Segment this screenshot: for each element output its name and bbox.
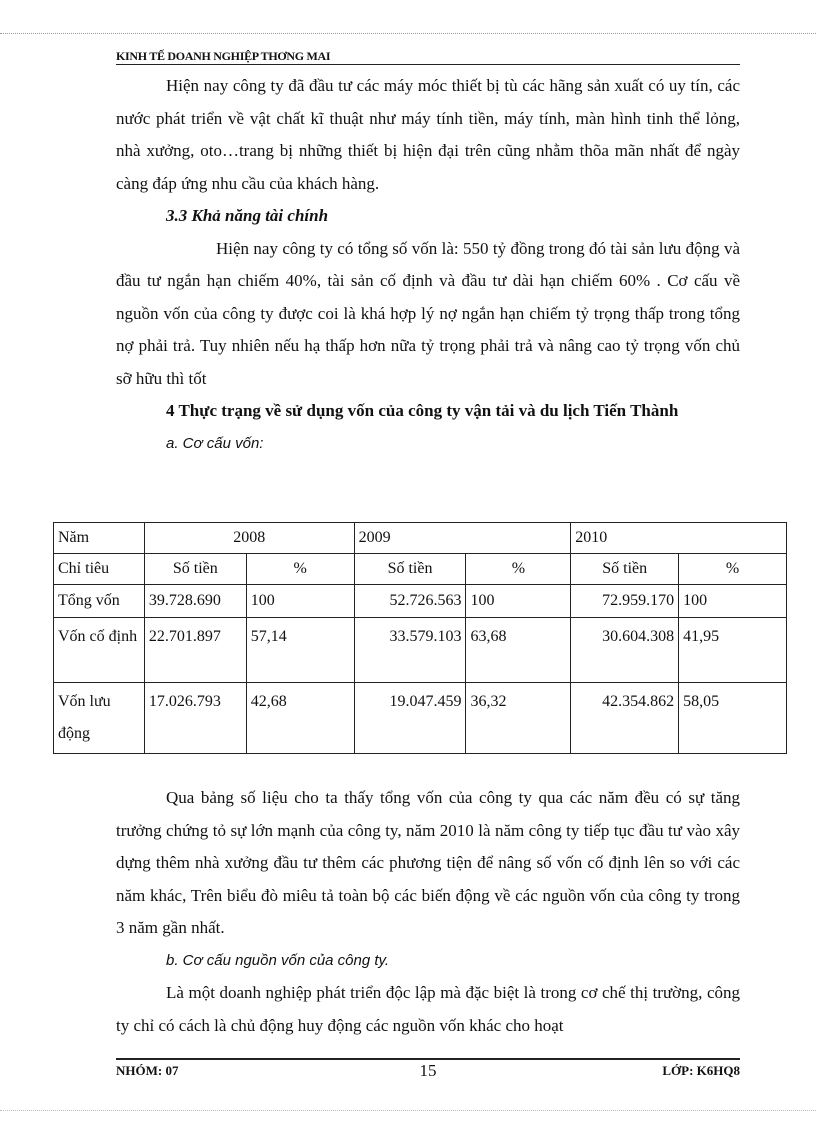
table-cell: 57,14 [246, 618, 354, 683]
subsection-b-heading: b. Cơ cấu nguồn vốn của công ty. [166, 951, 390, 969]
year-label-cell: Năm [54, 523, 145, 554]
table-cell: 17.026.793 [144, 683, 246, 754]
table-cell: 100 [679, 585, 787, 618]
capital-structure-table [53, 522, 787, 754]
table-row [54, 683, 787, 754]
page-header: KINH TẾ DOANH NGHIỆP THƠNG MAI [116, 48, 740, 65]
year-cell: 2010 [571, 523, 787, 554]
table-row [54, 523, 787, 554]
page-number: 15 [419, 1061, 437, 1080]
table-cell: 52.726.563 [354, 585, 466, 618]
table-cell: 30.604.308 [571, 618, 679, 683]
table-cell: 58,05 [679, 683, 787, 754]
column-header: Số tiền [571, 554, 679, 585]
intro-paragraph: Hiện nay công ty đã đầu tư các máy móc thiết bị tù các hãng sản xuất có uy tín, các nước phát triển về vật chất kĩ thuật như máy tính tiền, máy tính, màn hình tinh thể lỏng, nhà xưởng, oto…trang bị những thiết bị hiện đại trên cũng nhằm thõa mãn nhất để ngày càng đáp ứng nhu cầu của khách hàng. [116, 76, 740, 193]
table-row [54, 618, 787, 683]
table-cell: 39.728.690 [144, 585, 246, 618]
document-body-top [116, 70, 740, 460]
section-4-heading: 4 Thực trạng về sử dụng vốn của công ty vận tải và du lịch Tiến Thành [166, 401, 679, 420]
table-cell: 19.047.459 [354, 683, 466, 754]
closing-paragraph: Là một doanh nghiệp phát triển độc lập mà đặc biệt là trong cơ chế thị trường, công ty chỉ có cách là chủ động huy động các nguồn vốn khác cho hoạt [116, 983, 740, 1035]
table-cell: 42,68 [246, 683, 354, 754]
column-header: Số tiền [354, 554, 466, 585]
table-cell: 100 [466, 585, 571, 618]
footer-group: NHÓM: 07 [116, 1063, 179, 1078]
table-cell: 22.701.897 [144, 618, 246, 683]
table-row [54, 585, 787, 618]
row-label-cell: Vốn lưu động [54, 683, 145, 754]
top-divider [0, 33, 816, 34]
table-cell: 33.579.103 [354, 618, 466, 683]
table-cell: 72.959.170 [571, 585, 679, 618]
row-label-cell: Tổng vốn [54, 585, 145, 618]
footer-class: LỚP: K6HQ8 [662, 1063, 740, 1078]
row-label-cell: Vốn cố định [54, 618, 145, 683]
table-cell: 36,32 [466, 683, 571, 754]
table-cell: 100 [246, 585, 354, 618]
analysis-paragraph: Qua bảng số liệu cho ta thấy tổng vốn của công ty qua các năm đều có sự tăng trưởng chứng tỏ sự lớn mạnh của công ty, năm 2010 là năm công ty tiếp tục đầu tư vào xây dựng thêm nhà xưởng đầu tư thêm các phương tiện để nâng số vốn cố định lên so với các năm khác, Trên biểu đò miêu tả toàn bộ các biến động về các nguồn vốn của công ty trong 3 năm gần nhất. [116, 788, 740, 937]
column-header: % [246, 554, 354, 585]
table-cell: 42.354.862 [571, 683, 679, 754]
document-body-bottom [116, 782, 740, 1042]
section-3-3-heading: 3.3 Khả năng tài chính [166, 206, 329, 225]
table-cell: 63,68 [466, 618, 571, 683]
column-header: Số tiền [144, 554, 246, 585]
section-3-3-paragraph: Hiện nay công ty có tổng số vốn là: 550 tỷ đồng trong đó tài sản lưu động và đầu tư ngắn hạn chiếm 40%, tài sản cố định và đầu tư dài hạn chiếm 60% . Cơ cấu về nguồn vốn của công ty được coi là khá hợp lý nợ ngắn hạn chiếm tỷ trọng thấp trong tổng nợ phải trả. Tuy nhiên nếu hạ thấp hơn nữa tỷ trọng phải trả và nâng cao tỷ trọng vốn chủ sỡ hữu thì tốt [116, 238, 740, 388]
column-header: % [466, 554, 571, 585]
subsection-a-heading: a. Cơ cấu vốn: [166, 434, 264, 452]
indicator-label-cell: Chỉ tiêu [54, 554, 145, 585]
page-footer [116, 1058, 740, 1078]
table-row [54, 554, 787, 585]
table-cell: 41,95 [679, 618, 787, 683]
year-cell: 2009 [354, 523, 571, 554]
bottom-divider [0, 1110, 816, 1111]
year-cell: 2008 [144, 523, 354, 554]
column-header: % [679, 554, 787, 585]
